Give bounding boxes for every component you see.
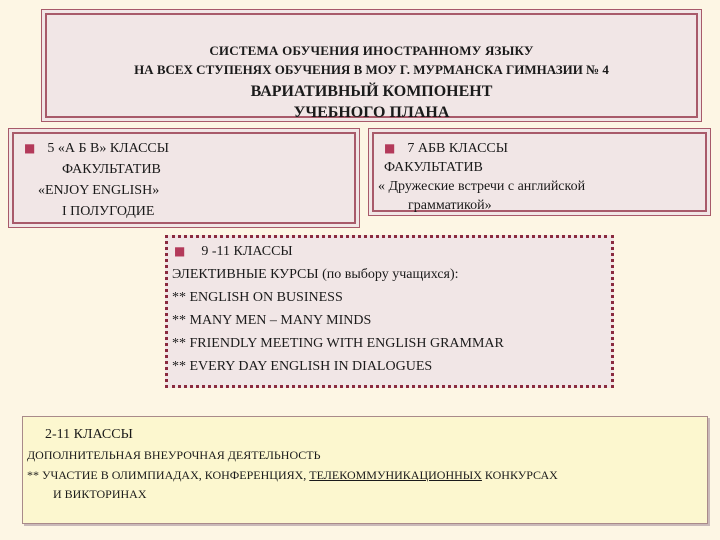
- grade-5-heading: 5 «А Б В» КЛАССЫ: [47, 141, 169, 156]
- course-item: ** FRIENDLY MEETING WITH ENGLISH GRAMMAR: [172, 336, 504, 351]
- grade-5-heading-row: [14, 138, 354, 159]
- course-item: ** ENGLISH ON BUSINESS: [172, 290, 343, 305]
- telecom-word: ТЕЛЕКОММУНИКАЦИОННЫХ: [309, 468, 482, 482]
- course-item: ** MANY MEN – MANY MINDS: [172, 313, 372, 328]
- participation-line: [23, 465, 707, 485]
- grade-5-term: I ПОЛУГОДИЕ: [62, 204, 155, 219]
- contests-word: КОНКУРСАХ: [481, 468, 558, 482]
- elective-courses-label: ЭЛЕКТИВНЫЕ КУРСЫ: [172, 267, 319, 282]
- bullet-icon: ■: [174, 244, 186, 258]
- grade-2-11-box: [22, 416, 708, 524]
- title-line-2: НА ВСЕХ СТУПЕНЯХ ОБУЧЕНИЯ В МОУ Г. МУРМАНСКА ГИМНАЗИИ № 4: [134, 62, 609, 77]
- grade-9-11-box: [165, 235, 614, 388]
- participation-text: ** УЧАСТИЕ В ОЛИМПИАДАХ, КОНФЕРЕНЦИЯХ,: [27, 468, 310, 482]
- grade-5-box: [12, 132, 356, 224]
- course-item: ** EVERY DAY ENGLISH IN DIALOGUES: [172, 359, 433, 374]
- extracurricular-line: ДОПОЛНИТЕЛЬНАЯ ВНЕУРОЧНАЯ ДЕЯТЕЛЬНОСТЬ: [27, 448, 321, 462]
- bullet-icon: ■: [384, 141, 396, 155]
- grade-7-heading: 7 АБВ КЛАССЫ: [407, 141, 508, 156]
- grade-5-elective: ФАКУЛЬТАТИВ: [62, 162, 161, 177]
- grade-2-11-heading: 2-11 КЛАССЫ: [45, 427, 133, 442]
- grade-5-course: «ENJOY ENGLISH»: [38, 183, 160, 198]
- elective-courses-note: (по выбору учащихся):: [318, 267, 459, 282]
- bullet-icon: ■: [24, 141, 36, 155]
- grade-9-11-heading-row: [168, 240, 611, 263]
- grade-7-course-line-1: « Дружеские встречи с английской: [378, 179, 586, 194]
- grade-7-heading-row: [374, 139, 705, 158]
- title-line-1: СИСТЕМА ОБУЧЕНИЯ ИНОСТРАННОМУ ЯЗЫКУ: [209, 43, 534, 58]
- quizzes-line: И ВИКТОРИНАХ: [53, 487, 147, 501]
- title-line-3: ВАРИАТИВНЫЙ КОМПОНЕНТ: [250, 83, 493, 100]
- grade-7-course-line-2: грамматикой»: [408, 198, 492, 213]
- title-box: [45, 13, 698, 121]
- grade-7-box: [372, 132, 707, 212]
- title-line-4: УЧЕБНОГО ПЛАНА: [293, 104, 450, 121]
- grade-9-11-heading: 9 -11 КЛАССЫ: [201, 244, 293, 259]
- grade-7-elective: ФАКУЛЬТАТИВ: [384, 160, 483, 175]
- elective-courses-line: [168, 263, 611, 286]
